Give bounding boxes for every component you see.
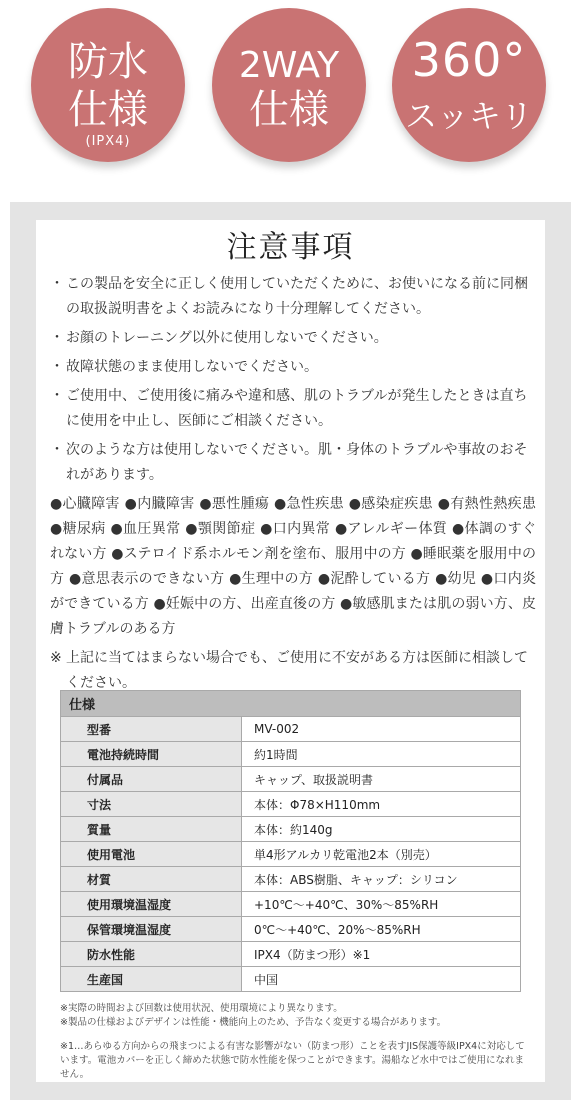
table-row [61,742,521,767]
table-row [61,717,521,742]
caution-notes [50,272,536,696]
spec-value: 単4形アルカリ乾電池2本（別売） [242,842,521,867]
table-row [61,867,521,892]
spec-key: 材質 [61,867,242,892]
spec-value: 本体：Φ78×H110mm [242,792,521,817]
spec-value: MV-002 [242,717,521,742]
note-item: ・ ご使用中、ご使用後に痛みや違和感、肌のトラブルが発生したときは直ちに使用を中止し、医師にご相談ください。 [50,384,536,434]
note-extra [50,646,536,696]
footnote: ※1…あらゆる方向からの飛まつによる有害な影響がない（防まつ形）ことを表すJIS保護等級IPX4に対応しています。電池カバーを正しく締めた状態で防水性能を保つことができます。湯船など水中ではご使用になれません。 [60,1041,525,1080]
feature-badges [0,0,581,190]
badge-line2: 仕様 [249,87,329,133]
spec-key: 生産国 [61,967,242,992]
badge-line1: 防水 [68,39,148,85]
footnote: ※製品の仕様およびデザインは性能・機能向上のため、予告なく変更する場合があります。 [60,1017,447,1028]
note-item: ・ この製品を安全に正しく使用していただくために、お使いになる前に同梱の取扱説明書をよくお読みになり十分理解してください。 [50,272,536,322]
note-extra-text: 上記に当てはまらない場合でも、ご使用に不安がある方は医師に相談してください。 [66,650,528,691]
badge-line2: スッキリ [405,97,533,135]
spec-value: +10℃～+40℃、30%～85%RH [242,892,521,917]
spec-value: 約1時間 [242,742,521,767]
spec-key: 電池持続時間 [61,742,242,767]
note-mark: ※ [50,650,62,666]
spec-key: 型番 [61,717,242,742]
table-row [61,842,521,867]
spec-key: 使用環境温湿度 [61,892,242,917]
spec-key: 使用電池 [61,842,242,867]
footnote-spacer [60,1030,530,1040]
spec-value: キャップ、取扱説明書 [242,767,521,792]
spec-value: 0℃～+40℃、20%～85%RH [242,917,521,942]
table-row [61,942,521,967]
spec-key: 防水性能 [61,942,242,967]
table-row [61,892,521,917]
note-item: ・ 故障状態のまま使用しないでください。 [50,355,536,380]
table-row [61,767,521,792]
spec-value: 本体：ABS樹脂、キャップ：シリコン [242,867,521,892]
footnotes [60,1002,530,1082]
spec-value: 本体：約140g [242,817,521,842]
badge-line1: 360° [411,33,527,87]
badge-line3: (IPX4) [85,134,131,149]
table-row [61,817,521,842]
badge-360 [392,8,546,162]
badge-2way [212,8,366,162]
spec-header: 仕様 [61,691,521,717]
spec-value: 中国 [242,967,521,992]
spec-table [60,690,521,992]
page-title: 注意事項 [226,230,355,265]
table-row [61,967,521,992]
note-item: ・ お顔のトレーニング以外に使用しないでください。 [50,326,536,351]
table-row [61,917,521,942]
spec-key: 保管環境温湿度 [61,917,242,942]
condition-list: ●心臓障害 ●内臓障害 ●悪性腫瘍 ●急性疾患 ●感染症疾患 ●有熱性熱疾患 ●糖尿病 ●血圧異常 ●顎関節症 ●口内異常 ●アレルギー体質 ●体調のすぐれない方 ●ステロイド系ホルモン剤を塗布、服用中の方 ●睡眠薬を服用中の方 ●意思表示のできない方 ●生理中の方 ●泥酔している方 ●幼児 ●口内炎ができている方 ●妊娠中の方、出産直後の方 ●敏感肌または肌の弱い方、皮膚トラブルのある方 [50,496,536,637]
badge-line2: 仕様 [68,87,148,133]
note-item: ・ 次のような方は使用しないでください。肌・身体のトラブルや事故のおそれがあります。 [50,438,536,488]
spec-key: 付属品 [61,767,242,792]
spec-value: IPX4（防まつ形）※1 [242,942,521,967]
spec-header-row [61,691,521,717]
footnote: ※実際の時間および回数は使用状況、使用環境により異なります。 [60,1003,343,1014]
badge-line1: 2WAY [238,45,340,86]
spec-key: 質量 [61,817,242,842]
table-row [61,792,521,817]
spec-key: 寸法 [61,792,242,817]
badge-waterproof [31,8,185,162]
